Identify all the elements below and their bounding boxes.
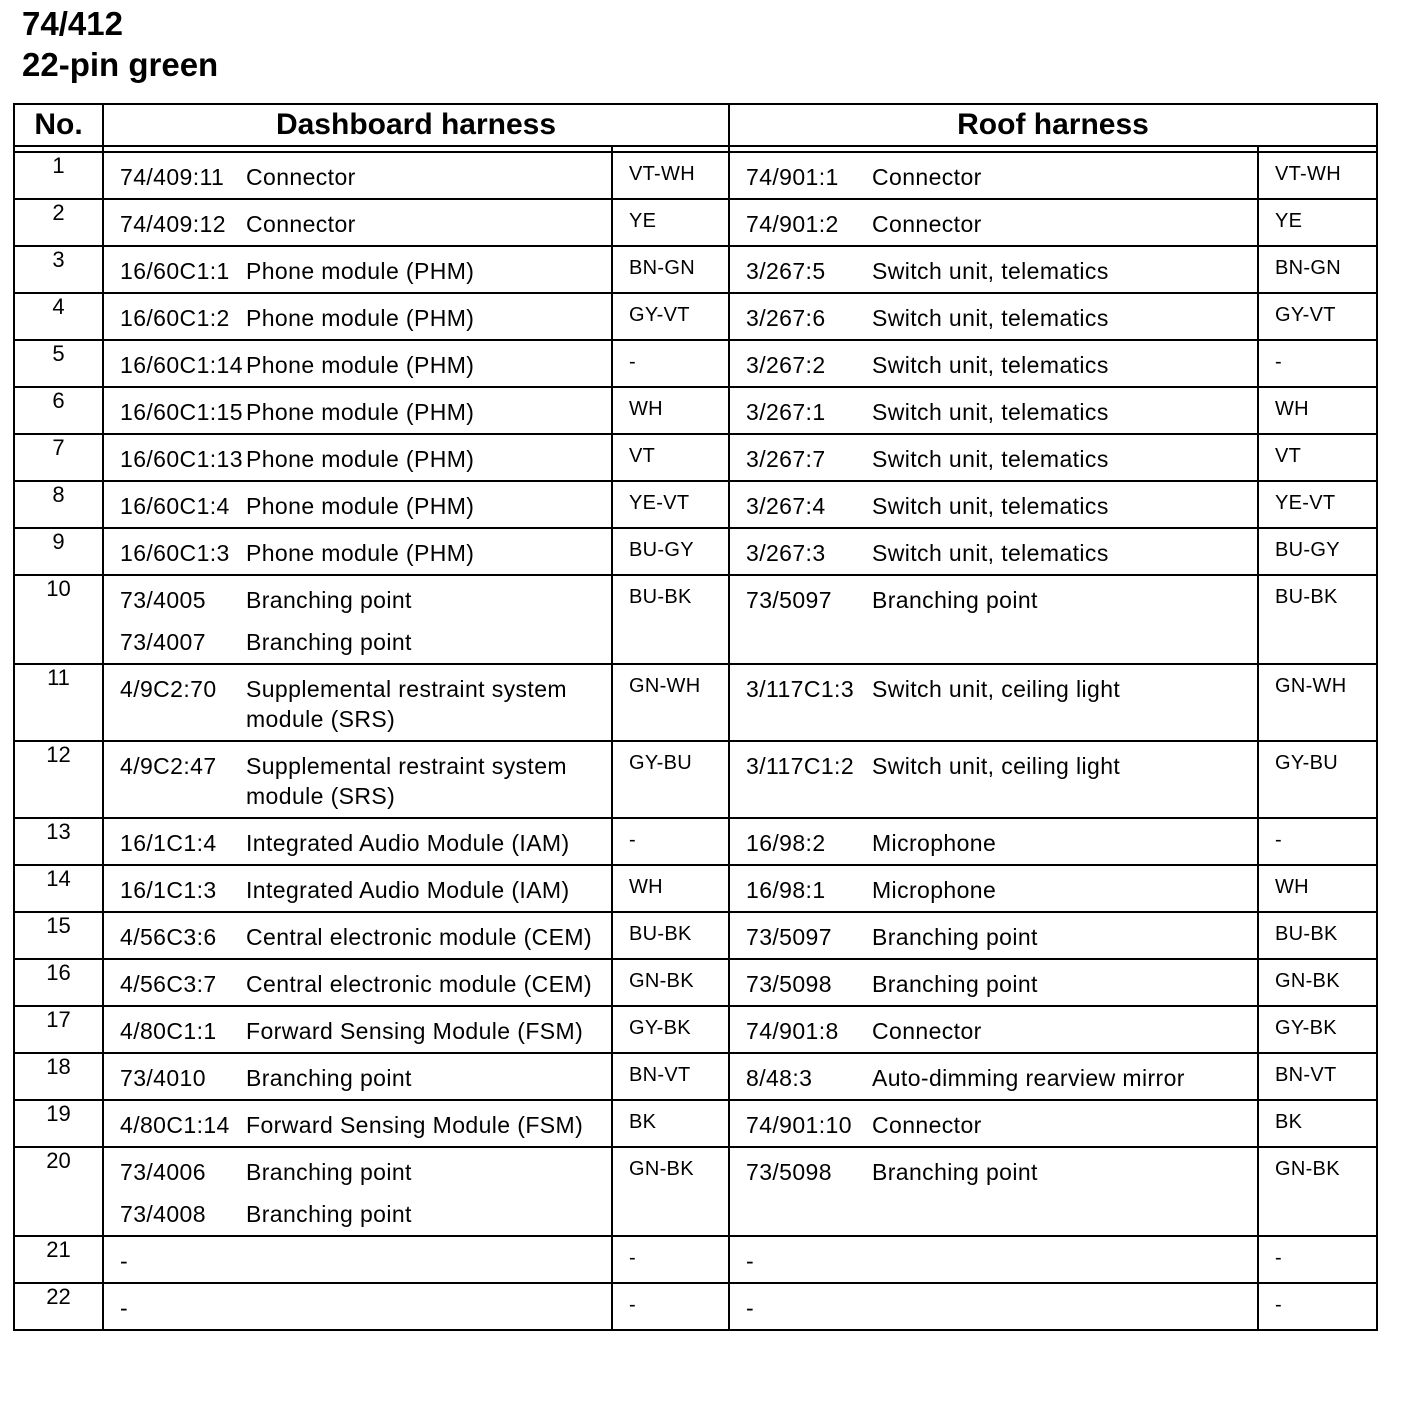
component-description: Supplemental restraint system module (SRS) xyxy=(246,753,567,809)
wire-color: BN-VT xyxy=(1258,1053,1377,1100)
wire-color: - xyxy=(612,1283,729,1330)
wire-color: YE xyxy=(612,199,729,246)
table-row xyxy=(14,293,1377,340)
wire-color: GY-BK xyxy=(1258,1006,1377,1053)
component-code: 16/1C1:4 xyxy=(120,830,217,856)
table-row xyxy=(14,1053,1377,1100)
roof-entry xyxy=(729,481,1258,528)
pin-number: 12 xyxy=(14,741,103,818)
component-description xyxy=(246,1246,611,1276)
wire-color: GN-BK xyxy=(612,1147,729,1236)
component-description: Switch unit, telematics xyxy=(872,493,1109,519)
pin-table xyxy=(13,103,1378,1331)
wire-color: VT-WH xyxy=(612,152,729,199)
table-row xyxy=(14,340,1377,387)
component-description: Branching point xyxy=(872,971,1038,997)
component-code: 3/267:5 xyxy=(746,258,826,284)
table-row xyxy=(14,1100,1377,1147)
table-row xyxy=(14,481,1377,528)
wire-color: - xyxy=(1258,340,1377,387)
table-row xyxy=(14,865,1377,912)
component-code: 16/60C1:1 xyxy=(120,258,230,284)
roof-entry xyxy=(729,434,1258,481)
pin-number: 13 xyxy=(14,818,103,865)
component-description: Phone module (PHM) xyxy=(246,352,475,378)
pin-number: 17 xyxy=(14,1006,103,1053)
wire-color: YE xyxy=(1258,199,1377,246)
roof-entry xyxy=(729,1147,1258,1236)
component-code: 3/117C1:2 xyxy=(746,753,855,779)
wire-color: - xyxy=(1258,1236,1377,1283)
wire-color: WH xyxy=(1258,865,1377,912)
component-description: Phone module (PHM) xyxy=(246,540,475,566)
component-code: 16/60C1:15 xyxy=(120,399,243,425)
dashboard-entry xyxy=(103,481,612,528)
component-code: 16/60C1:3 xyxy=(120,540,230,566)
component-description: Switch unit, ceiling light xyxy=(872,676,1121,702)
pin-number: 1 xyxy=(14,152,103,199)
component-description: Integrated Audio Module (IAM) xyxy=(246,877,570,903)
component-description: Microphone xyxy=(872,877,997,903)
component-description: Branching point xyxy=(872,587,1038,613)
component-description: Switch unit, telematics xyxy=(872,540,1109,566)
dashboard-entry xyxy=(103,664,612,741)
roof-entry xyxy=(729,1283,1258,1330)
component-description: Switch unit, telematics xyxy=(872,446,1109,472)
pin-number: 2 xyxy=(14,199,103,246)
wire-color: GN-BK xyxy=(1258,959,1377,1006)
pin-number: 7 xyxy=(14,434,103,481)
wire-color: BU-BK xyxy=(612,575,729,664)
component-code: 16/1C1:3 xyxy=(120,877,217,903)
component-code: 73/4007 xyxy=(120,629,206,655)
component-code: 73/5097 xyxy=(746,924,832,950)
wire-color: - xyxy=(612,1236,729,1283)
wire-color: GY-VT xyxy=(1258,293,1377,340)
table-row xyxy=(14,1236,1377,1283)
table-row xyxy=(14,741,1377,818)
component-code: 4/9C2:70 xyxy=(120,676,217,702)
component-description: Switch unit, telematics xyxy=(872,352,1109,378)
roof-entry xyxy=(729,741,1258,818)
component-code: 73/4006 xyxy=(120,1159,206,1185)
component-code: 3/267:7 xyxy=(746,446,826,472)
component-description: Forward Sensing Module (FSM) xyxy=(246,1112,584,1138)
roof-entry xyxy=(729,959,1258,1006)
table-row xyxy=(14,664,1377,741)
component-code: 4/56C3:6 xyxy=(120,924,217,950)
component-code: - xyxy=(120,1248,129,1274)
component-code: 3/267:1 xyxy=(746,399,826,425)
header-no: No. xyxy=(14,104,103,146)
wire-color: - xyxy=(612,340,729,387)
component-code: 4/9C2:47 xyxy=(120,753,217,779)
wire-color: YE-VT xyxy=(1258,481,1377,528)
dashboard-entry xyxy=(103,1006,612,1053)
component-description: Connector xyxy=(872,164,982,190)
roof-entry xyxy=(729,293,1258,340)
pin-number: 14 xyxy=(14,865,103,912)
component-code: 74/409:11 xyxy=(120,164,225,190)
dashboard-entry xyxy=(103,1053,612,1100)
component-code: 16/60C1:14 xyxy=(120,352,243,378)
table-row xyxy=(14,387,1377,434)
table-row xyxy=(14,152,1377,199)
component-code: 74/901:2 xyxy=(746,211,839,237)
wire-color: YE-VT xyxy=(612,481,729,528)
component-description: Switch unit, ceiling light xyxy=(872,753,1121,779)
table-row xyxy=(14,1006,1377,1053)
component-code: 73/4010 xyxy=(120,1065,206,1091)
roof-entry xyxy=(729,199,1258,246)
component-description xyxy=(872,1293,1257,1323)
wire-color: GY-VT xyxy=(612,293,729,340)
component-description: Connector xyxy=(246,211,356,237)
wire-color: - xyxy=(1258,1283,1377,1330)
component-description: Branching point xyxy=(872,924,1038,950)
component-code: 4/80C1:14 xyxy=(120,1112,230,1138)
component-description: Connector xyxy=(246,164,356,190)
header-row xyxy=(14,104,1377,146)
dashboard-entry xyxy=(103,1147,612,1236)
component-description: Phone module (PHM) xyxy=(246,446,475,472)
component-code: 16/98:2 xyxy=(746,830,826,856)
component-description: Connector xyxy=(872,1018,982,1044)
roof-entry xyxy=(729,246,1258,293)
component-code: 73/5098 xyxy=(746,1159,832,1185)
component-description: Branching point xyxy=(246,587,412,613)
component-description: Branching point xyxy=(246,629,412,655)
dashboard-entry xyxy=(103,293,612,340)
pin-number: 11 xyxy=(14,664,103,741)
wire-color: VT xyxy=(612,434,729,481)
component-code: 74/901:8 xyxy=(746,1018,839,1044)
component-description: Branching point xyxy=(246,1159,412,1185)
pin-number: 5 xyxy=(14,340,103,387)
dashboard-entry xyxy=(103,246,612,293)
roof-entry xyxy=(729,664,1258,741)
component-description: Phone module (PHM) xyxy=(246,493,475,519)
table-row xyxy=(14,246,1377,293)
table-row xyxy=(14,912,1377,959)
component-code: 74/901:10 xyxy=(746,1112,852,1138)
wire-color: WH xyxy=(1258,387,1377,434)
roof-entry xyxy=(729,1236,1258,1283)
dashboard-entry xyxy=(103,575,612,664)
wire-color: GN-BK xyxy=(1258,1147,1377,1236)
component-code: 4/56C3:7 xyxy=(120,971,217,997)
pin-number: 20 xyxy=(14,1147,103,1236)
component-description: Branching point xyxy=(872,1159,1038,1185)
table-row xyxy=(14,959,1377,1006)
pin-number: 22 xyxy=(14,1283,103,1330)
wire-color: WH xyxy=(612,865,729,912)
roof-entry xyxy=(729,1006,1258,1053)
wire-color: WH xyxy=(612,387,729,434)
wire-color: GN-BK xyxy=(612,959,729,1006)
component-description: Integrated Audio Module (IAM) xyxy=(246,830,570,856)
pin-number: 10 xyxy=(14,575,103,664)
wire-color: BK xyxy=(1258,1100,1377,1147)
component-description: Phone module (PHM) xyxy=(246,305,475,331)
wire-color: BN-VT xyxy=(612,1053,729,1100)
component-description: Microphone xyxy=(872,830,997,856)
roof-entry xyxy=(729,152,1258,199)
wire-color: GN-WH xyxy=(612,664,729,741)
pin-number: 16 xyxy=(14,959,103,1006)
wire-color: BN-GN xyxy=(1258,246,1377,293)
table-row xyxy=(14,1283,1377,1330)
component-description: Phone module (PHM) xyxy=(246,258,475,284)
wire-color: BU-GY xyxy=(612,528,729,575)
component-code: - xyxy=(120,1295,129,1321)
header-roof-harness: Roof harness xyxy=(729,104,1377,146)
component-description: Phone module (PHM) xyxy=(246,399,475,425)
wire-color: GN-WH xyxy=(1258,664,1377,741)
dashboard-entry xyxy=(103,528,612,575)
component-description: Switch unit, telematics xyxy=(872,258,1109,284)
component-description: Forward Sensing Module (FSM) xyxy=(246,1018,584,1044)
component-description: Central electronic module (CEM) xyxy=(246,924,593,950)
wire-color: GY-BK xyxy=(612,1006,729,1053)
table-row xyxy=(14,199,1377,246)
component-code: 74/409:12 xyxy=(120,211,226,237)
component-code: 16/98:1 xyxy=(746,877,826,903)
component-code: 16/60C1:4 xyxy=(120,493,230,519)
component-description xyxy=(872,1246,1257,1276)
dashboard-entry xyxy=(103,818,612,865)
pin-number: 9 xyxy=(14,528,103,575)
table-row xyxy=(14,434,1377,481)
wire-color: GY-BU xyxy=(612,741,729,818)
pin-number: 4 xyxy=(14,293,103,340)
dashboard-entry xyxy=(103,340,612,387)
pin-number: 3 xyxy=(14,246,103,293)
dashboard-entry xyxy=(103,434,612,481)
wire-color: VT-WH xyxy=(1258,152,1377,199)
pin-number: 6 xyxy=(14,387,103,434)
roof-entry xyxy=(729,1100,1258,1147)
component-code: 73/5098 xyxy=(746,971,832,997)
roof-entry xyxy=(729,340,1258,387)
pin-number: 15 xyxy=(14,912,103,959)
pin-number: 18 xyxy=(14,1053,103,1100)
component-code: 3/117C1:3 xyxy=(746,676,855,702)
table-row xyxy=(14,1147,1377,1236)
component-code: 3/267:4 xyxy=(746,493,826,519)
table-row xyxy=(14,528,1377,575)
component-code: 73/4008 xyxy=(120,1201,206,1227)
component-code: 73/4005 xyxy=(120,587,206,613)
component-description: Supplemental restraint system module (SRS) xyxy=(246,676,567,732)
component-code: 8/48:3 xyxy=(746,1065,813,1091)
dashboard-entry xyxy=(103,741,612,818)
roof-entry xyxy=(729,1053,1258,1100)
component-code: 73/5097 xyxy=(746,587,832,613)
dashboard-entry xyxy=(103,152,612,199)
table-row xyxy=(14,818,1377,865)
component-code: 74/901:1 xyxy=(746,164,839,190)
wire-color: BU-BK xyxy=(1258,575,1377,664)
wire-color: BU-GY xyxy=(1258,528,1377,575)
wire-color: - xyxy=(612,818,729,865)
component-description: Branching point xyxy=(246,1065,412,1091)
component-code: - xyxy=(746,1248,755,1274)
dashboard-entry xyxy=(103,387,612,434)
dashboard-entry xyxy=(103,1283,612,1330)
component-description: Connector xyxy=(872,211,982,237)
wire-color: - xyxy=(1258,818,1377,865)
dashboard-entry xyxy=(103,959,612,1006)
dashboard-entry xyxy=(103,1100,612,1147)
roof-entry xyxy=(729,575,1258,664)
header-dashboard-harness: Dashboard harness xyxy=(103,104,729,146)
connector-description: 22-pin green xyxy=(22,46,219,83)
component-description: Branching point xyxy=(246,1201,412,1227)
pin-number: 8 xyxy=(14,481,103,528)
roof-entry xyxy=(729,818,1258,865)
wire-color: BU-BK xyxy=(612,912,729,959)
dashboard-entry xyxy=(103,199,612,246)
component-code: 16/60C1:13 xyxy=(120,446,243,472)
component-code: 3/267:3 xyxy=(746,540,826,566)
component-description: Switch unit, telematics xyxy=(872,399,1109,425)
wire-color: BK xyxy=(612,1100,729,1147)
connector-code: 74/412 xyxy=(22,5,123,42)
wire-color: GY-BU xyxy=(1258,741,1377,818)
roof-entry xyxy=(729,865,1258,912)
component-description: Switch unit, telematics xyxy=(872,305,1109,331)
dashboard-entry xyxy=(103,1236,612,1283)
dashboard-entry xyxy=(103,912,612,959)
roof-entry xyxy=(729,912,1258,959)
component-description: Connector xyxy=(872,1112,982,1138)
component-code: 3/267:2 xyxy=(746,352,826,378)
roof-entry xyxy=(729,387,1258,434)
component-code: - xyxy=(746,1295,755,1321)
component-code: 16/60C1:2 xyxy=(120,305,230,331)
wire-color: BN-GN xyxy=(612,246,729,293)
component-code: 3/267:6 xyxy=(746,305,826,331)
dashboard-entry xyxy=(103,865,612,912)
component-description xyxy=(246,1293,611,1323)
roof-entry xyxy=(729,528,1258,575)
wire-color: BU-BK xyxy=(1258,912,1377,959)
component-description: Auto-dimming rearview mirror xyxy=(872,1065,1185,1091)
pin-number: 19 xyxy=(14,1100,103,1147)
component-description: Central electronic module (CEM) xyxy=(246,971,593,997)
pin-number: 21 xyxy=(14,1236,103,1283)
table-row xyxy=(14,575,1377,664)
wire-color: VT xyxy=(1258,434,1377,481)
component-code: 4/80C1:1 xyxy=(120,1018,217,1044)
